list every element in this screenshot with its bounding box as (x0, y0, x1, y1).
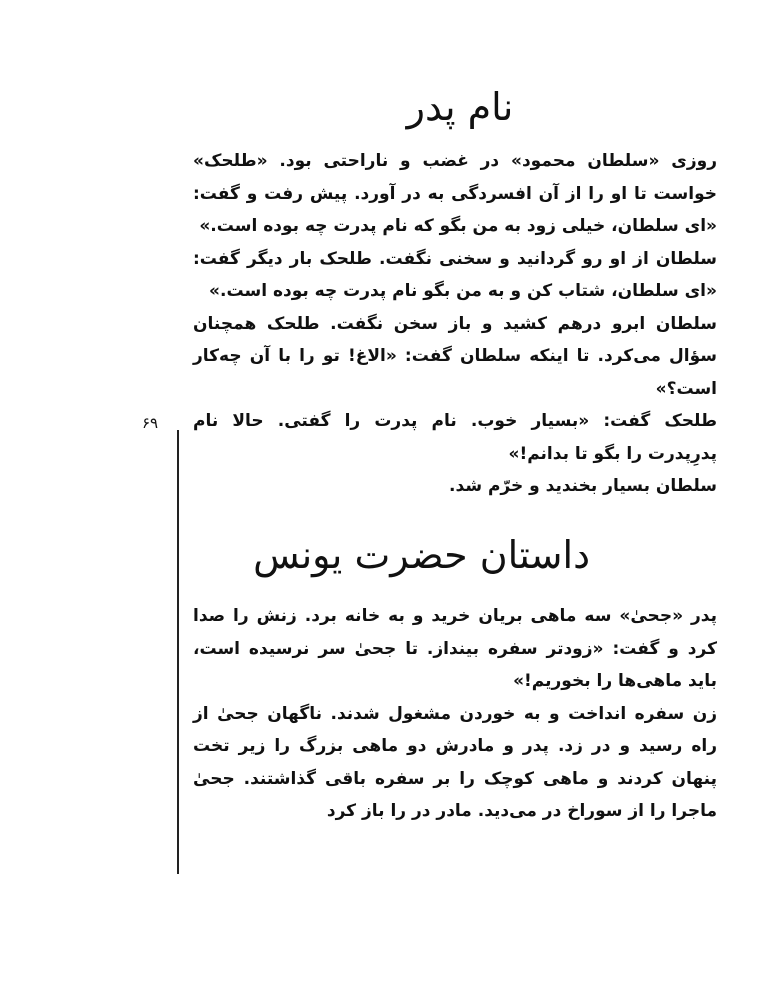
paragraph: زن سفره انداخت و به خوردن مشغول شدند. ناگهان جحیٰ از راه رسید و در زد. پدر و مادرش دو ماهی بزرگ را زیر تخت پنهان کردند و ماهی کوچک را بر سفره باقی گذاشتند. جحیٰ ماجرا را از سوراخ در می‌دید. مادر در را باز کرد (193, 703, 717, 821)
story-title-prophet-yunus: داستان حضرت یونس (253, 533, 590, 578)
paragraph: پدر «جحیٰ» سه ماهی بریان خرید و به خانه برد. زنش را صدا کرد و گفت: «زودتر سفره بینداز. تا جحیٰ سر نرسیده است، باید ماهی‌ها را بخوریم!» (193, 606, 717, 691)
margin-rule (177, 430, 179, 874)
story-body-prophet-yunus (193, 600, 717, 828)
story-body-name-of-father (193, 145, 717, 503)
paragraph: سلطان ابرو درهم کشید و باز سخن نگفت. طلحک همچنان سؤال می‌کرد. تا اینکه سلطان گفت: «الاغ! تو را با آن چه‌کار است؟» (193, 313, 717, 399)
page-number: ۶۹ (142, 414, 159, 432)
paragraph: طلحک گفت: «بسیار خوب. نام پدرت را گفتی. حالا نام پدرِپدرت را بگو تا بدانم!» (193, 411, 717, 464)
paragraph: سلطان بسیار بخندید و خرّم شد. (449, 476, 717, 496)
paragraph: سلطان از او رو گردانید و سخنی نگفت. طلحک بار دیگر گفت: «ای سلطان، شتاب کن و به من بگو نام پدرت چه بوده است.» (193, 248, 717, 301)
story-title-name-of-father: نام پدر (406, 85, 514, 130)
paragraph: روزی «سلطان محمود» در غضب و ناراحتی بود. «طلحک» خواست تا او را از آن افسردگی به در آورد. پیش رفت و گفت: «ای سلطان، خیلی زود به من بگو که نام پدرت چه بوده است.» (193, 151, 717, 236)
